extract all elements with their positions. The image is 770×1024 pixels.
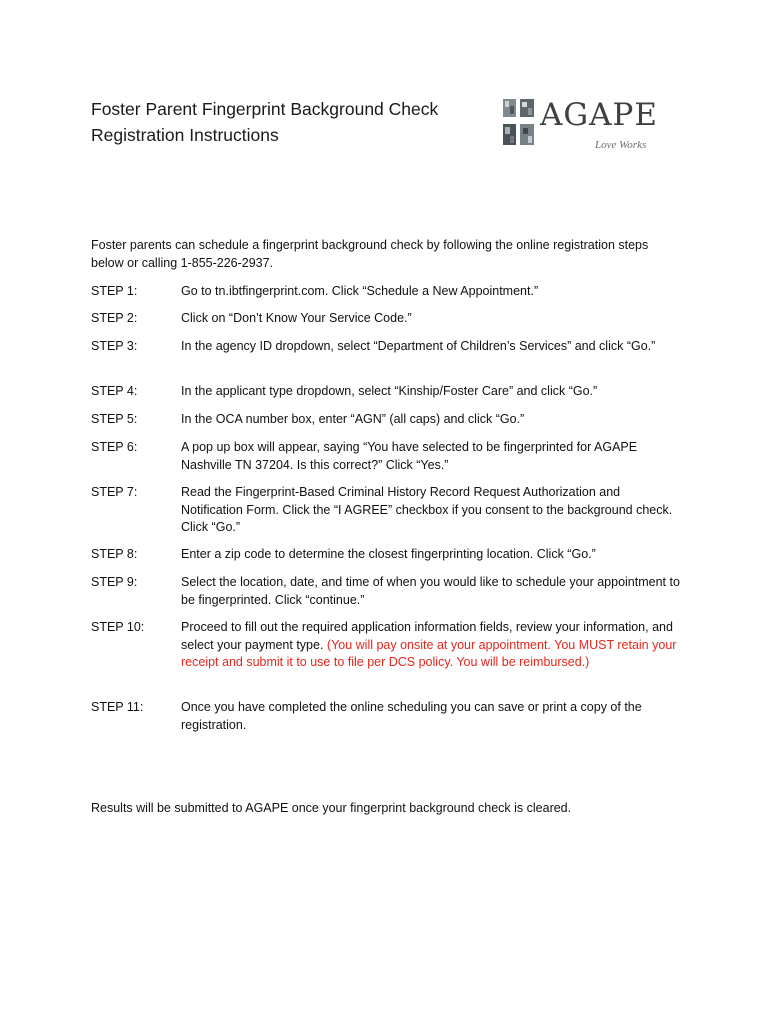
step-text: Go to tn.ibtfingerprint.com. Click “Schedule a New Appointment.”: [181, 284, 539, 298]
step-text-main: Proceed to fill out the required application information fields, review your information, and select your payment type.: [181, 620, 673, 652]
agape-logo: [500, 95, 670, 157]
logo-tagline: Love Works: [595, 139, 647, 151]
step-text: [181, 619, 681, 672]
step-text: In the OCA number box, enter “AGN” (all caps) and click “Go.”: [181, 412, 525, 426]
step-text: In the applicant type dropdown, select “Kinship/Foster Care” and click “Go.”: [181, 384, 598, 398]
step-label: STEP 4:: [91, 384, 138, 398]
step-text: In the agency ID dropdown, select “Department of Children’s Services” and click “Go.”: [181, 339, 656, 353]
reimbursement-note: (You will pay onsite at your appointment. You MUST retain your receipt and submit it to use to file per DCS policy. You will be reimbursed.): [181, 637, 677, 669]
title-line-1: Foster Parent Fingerprint Background Check: [91, 99, 439, 119]
intro-paragraph: Foster parents can schedule a fingerprint background check by following the online registration steps below or calling 1-855-226-2937.: [91, 238, 649, 270]
step-label: STEP 1:: [91, 284, 138, 298]
step-label: STEP 5:: [91, 412, 138, 426]
step-label: STEP 2:: [91, 311, 138, 325]
step-label: STEP 10:: [91, 620, 145, 634]
title-line-2: Registration Instructions: [91, 125, 279, 145]
step-text: Once you have completed the online scheduling you can save or print a copy of the registration.: [181, 700, 642, 732]
step-text: Click on “Don’t Know Your Service Code.”: [181, 311, 412, 325]
step-label: STEP 6:: [91, 440, 138, 454]
step-label: STEP 9:: [91, 575, 138, 589]
step-text: A pop up box will appear, saying “You have selected to be fingerprinted for AGAPE Nashville TN 37204. Is this correct?” Click “Yes.”: [181, 440, 638, 472]
step-label: STEP 8:: [91, 547, 138, 561]
logo-wordmark: AGAPE: [540, 97, 659, 133]
step-text: Enter a zip code to determine the closest fingerprinting location. Click “Go.”: [181, 547, 596, 561]
step-text: Read the Fingerprint-Based Criminal History Record Request Authorization and Notification Form. Click the “I AGREE” checkbox if you consent to the background check. Click “Go.”: [181, 485, 673, 534]
step-label: STEP 3:: [91, 339, 138, 353]
page-title: [91, 96, 491, 148]
step-label: STEP 7:: [91, 485, 138, 499]
results-note: Results will be submitted to AGAPE once your fingerprint background check is cleared.: [91, 801, 572, 815]
step-text: Select the location, date, and time of when you would like to schedule your appointment to be fingerprinted. Click “continue.”: [181, 575, 680, 607]
stained-glass-cross-icon: [502, 97, 536, 147]
step-label: STEP 11:: [91, 700, 144, 714]
